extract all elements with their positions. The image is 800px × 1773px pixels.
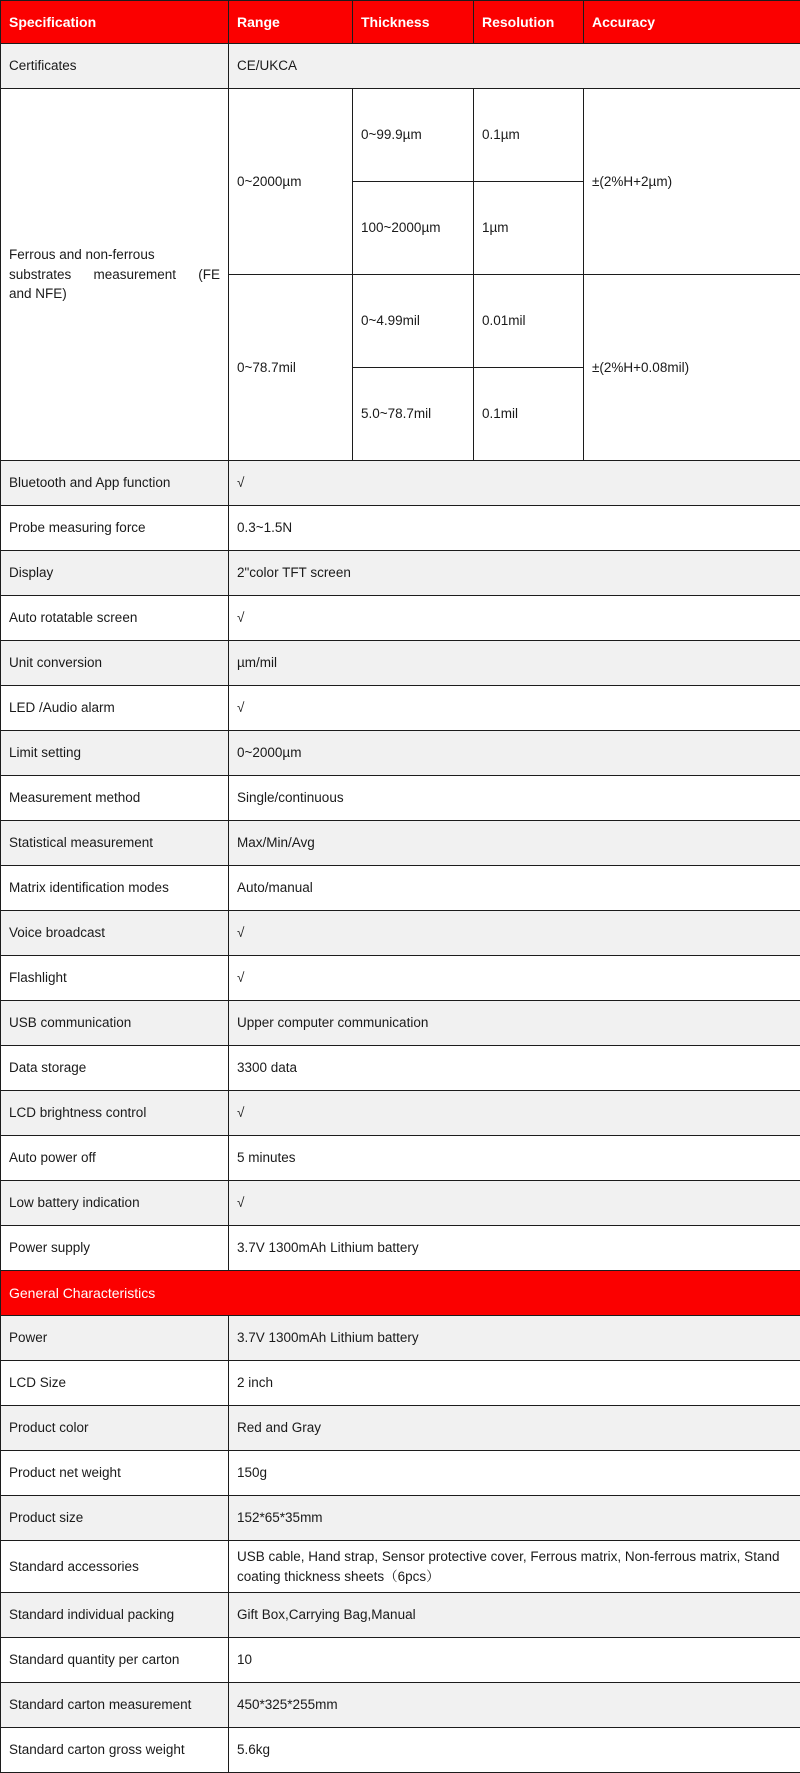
row-value-probe-measuring-force: 0.3~1.5N (229, 506, 800, 551)
ferrous-accuracy-um: ±(2%H+2µm) (584, 89, 800, 275)
row-label-limit-setting: Limit setting (1, 731, 229, 776)
table-row (1, 596, 800, 641)
row-label-standard-quantity-per-carton: Standard quantity per carton (1, 1638, 229, 1683)
table-row (1, 1316, 800, 1361)
row-label-standard-individual-packing: Standard individual packing (1, 1593, 229, 1638)
table-row (1, 686, 800, 731)
row-label-standard-carton-gross-weight: Standard carton gross weight (1, 1728, 229, 1773)
ferrous-label-line-2: substrates (9, 267, 71, 282)
ferrous-range-um: 0~2000µm (229, 89, 353, 275)
row-value-limit-setting: 0~2000µm (229, 731, 800, 776)
row-value-power: 3.7V 1300mAh Lithium battery (229, 1316, 800, 1361)
table-row (1, 821, 800, 866)
row-label-usb-communication: USB communication (1, 1001, 229, 1046)
row-value-product-size: 152*65*35mm (229, 1496, 800, 1541)
table-row (1, 461, 800, 506)
row-label-probe-measuring-force: Probe measuring force (1, 506, 229, 551)
row-value-certificates: CE/UKCA (229, 44, 800, 89)
ferrous-resolution-100-2000: 1µm (474, 182, 584, 275)
row-value-unit-conversion: µm/mil (229, 641, 800, 686)
ferrous-accuracy-mil: ±(2%H+0.08mil) (584, 275, 800, 461)
table-row (1, 1496, 800, 1541)
row-value-voice-broadcast: √ (229, 911, 800, 956)
table-row (1, 866, 800, 911)
row-label-product-net-weight: Product net weight (1, 1451, 229, 1496)
table-row (1, 1136, 800, 1181)
table-header-row (1, 1, 800, 44)
row-value-product-net-weight: 150g (229, 1451, 800, 1496)
column-header-range: Range (229, 1, 353, 44)
row-value-low-battery-indication: √ (229, 1181, 800, 1226)
ferrous-thickness-100-2000: 100~2000µm (353, 182, 474, 275)
section-header-row-general-characteristics (1, 1271, 800, 1316)
table-row (1, 1226, 800, 1271)
row-label-power-supply: Power supply (1, 1226, 229, 1271)
row-label-data-storage: Data storage (1, 1046, 229, 1091)
row-label-product-size: Product size (1, 1496, 229, 1541)
ferrous-thickness-50-787mil: 5.0~78.7mil (353, 368, 474, 461)
table-row-ferrous-1 (1, 89, 800, 182)
table-row (1, 1406, 800, 1451)
table-row (1, 911, 800, 956)
row-value-lcd-brightness-control: √ (229, 1091, 800, 1136)
table-row (1, 641, 800, 686)
row-label-standard-carton-measurement: Standard carton measurement (1, 1683, 229, 1728)
row-label-ferrous-measurement (1, 89, 229, 461)
ferrous-resolution-50-787mil: 0.1mil (474, 368, 584, 461)
table-row (1, 1091, 800, 1136)
ferrous-range-mil: 0~78.7mil (229, 275, 353, 461)
ferrous-thickness-0-99: 0~99.9µm (353, 89, 474, 182)
section-title-general-characteristics: General Characteristics (1, 1271, 800, 1316)
table-row (1, 1361, 800, 1406)
row-label-voice-broadcast: Voice broadcast (1, 911, 229, 956)
row-value-statistical-measurement: Max/Min/Avg (229, 821, 800, 866)
ferrous-label-line-3: measurement (93, 267, 176, 282)
row-label-statistical-measurement: Statistical measurement (1, 821, 229, 866)
ferrous-label-line-4: and NFE) (9, 284, 220, 304)
ferrous-resolution-0-99: 0.1µm (474, 89, 584, 182)
table-row (1, 551, 800, 596)
row-label-power: Power (1, 1316, 229, 1361)
table-row (1, 731, 800, 776)
row-value-standard-quantity-per-carton: 10 (229, 1638, 800, 1683)
row-label-flashlight: Flashlight (1, 956, 229, 1001)
row-label-auto-rotatable-screen: Auto rotatable screen (1, 596, 229, 641)
table-row (1, 506, 800, 551)
column-header-resolution: Resolution (474, 1, 584, 44)
table-row (1, 956, 800, 1001)
row-value-bluetooth-and-app-function: √ (229, 461, 800, 506)
row-label-measurement-method: Measurement method (1, 776, 229, 821)
row-label-led-audio-alarm: LED /Audio alarm (1, 686, 229, 731)
table-row (1, 776, 800, 821)
row-label-lcd-size: LCD Size (1, 1361, 229, 1406)
row-label-auto-power-off: Auto power off (1, 1136, 229, 1181)
row-label-unit-conversion: Unit conversion (1, 641, 229, 686)
row-label-certificates: Certificates (1, 44, 229, 89)
column-header-accuracy: Accuracy (584, 1, 800, 44)
row-label-standard-accessories: Standard accessories (1, 1541, 229, 1593)
row-value-lcd-size: 2 inch (229, 1361, 800, 1406)
column-header-thickness: Thickness (353, 1, 474, 44)
table-row (1, 1593, 800, 1638)
table-row (1, 1728, 800, 1773)
row-value-led-audio-alarm: √ (229, 686, 800, 731)
row-value-standard-carton-gross-weight: 5.6kg (229, 1728, 800, 1773)
row-value-flashlight: √ (229, 956, 800, 1001)
row-value-power-supply: 3.7V 1300mAh Lithium battery (229, 1226, 800, 1271)
row-value-product-color: Red and Gray (229, 1406, 800, 1451)
table-row (1, 1683, 800, 1728)
table-row (1, 1046, 800, 1091)
row-label-product-color: Product color (1, 1406, 229, 1451)
row-label-lcd-brightness-control: LCD brightness control (1, 1091, 229, 1136)
row-value-auto-rotatable-screen: √ (229, 596, 800, 641)
table-row (1, 1451, 800, 1496)
ferrous-label-line-3b: (FE (198, 267, 220, 282)
table-row (1, 1181, 800, 1226)
row-label-display: Display (1, 551, 229, 596)
row-label-matrix-identification-modes: Matrix identification modes (1, 866, 229, 911)
row-value-data-storage: 3300 data (229, 1046, 800, 1091)
row-value-standard-carton-measurement: 450*325*255mm (229, 1683, 800, 1728)
row-value-usb-communication: Upper computer communication (229, 1001, 800, 1046)
row-value-standard-individual-packing: Gift Box,Carrying Bag,Manual (229, 1593, 800, 1638)
row-value-standard-accessories: USB cable, Hand strap, Sensor protective cover, Ferrous matrix, Non-ferrous matrix, Stand coating thickness sheets（6pcs） (229, 1541, 800, 1593)
row-value-measurement-method: Single/continuous (229, 776, 800, 821)
row-label-bluetooth-and-app-function: Bluetooth and App function (1, 461, 229, 506)
ferrous-label-line-1: Ferrous and non-ferrous (9, 247, 155, 262)
row-value-auto-power-off: 5 minutes (229, 1136, 800, 1181)
row-value-display: 2"color TFT screen (229, 551, 800, 596)
row-label-low-battery-indication: Low battery indication (1, 1181, 229, 1226)
ferrous-resolution-0-499mil: 0.01mil (474, 275, 584, 368)
table-row (1, 1541, 800, 1593)
column-header-specification: Specification (1, 1, 229, 44)
row-value-matrix-identification-modes: Auto/manual (229, 866, 800, 911)
table-row-certificates (1, 44, 800, 89)
ferrous-thickness-0-499mil: 0~4.99mil (353, 275, 474, 368)
table-row (1, 1001, 800, 1046)
table-row (1, 1638, 800, 1683)
